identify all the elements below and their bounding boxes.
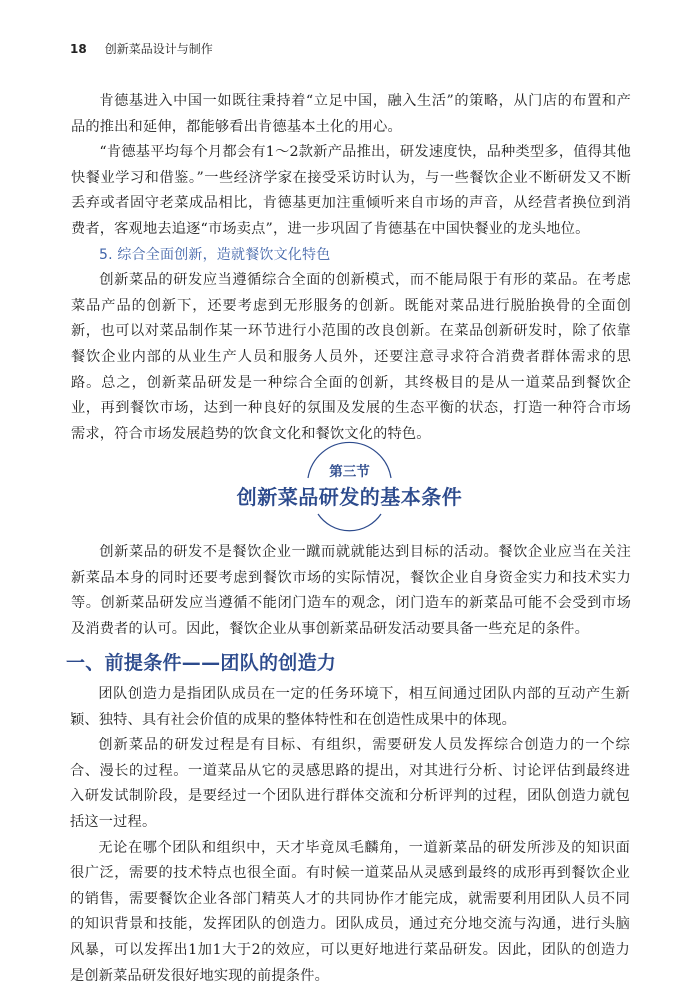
section-title: 创新菜品研发的基本条件 — [236, 485, 463, 509]
paragraph: 创新菜品的研发应当遵循综合全面的创新模式，而不能局限于有形的菜品。在考虑菜品产品的创新下，还要考虑到无形服务的创新。既能对菜品进行脱胎换骨的全面创新，也可以对菜品制作某一环节进行小范围的改良创新。在菜品创新研发时，除了依靠餐饮企业内部的从业生产人员和服务人员外，还要注意寻求符合消费者群体需求的思路。总之，创新菜品研发是一种综合全面的创新，其终极目的是从一道菜品到餐饮企业，再到餐饮市场，达到一种良好的氛围及发展的生态平衡的状态，打造一种符合市场需求，符合市场发展趋势的饮食文化和餐饮文化的特色。 — [71, 272, 631, 442]
heading-level-1: 一、前提条件——团队的创造力 — [66, 652, 337, 674]
section-label: 第三节 — [329, 464, 370, 480]
paragraph: 创新菜品的研发不是餐饮企业一蹴而就就能达到目标的活动。餐饮企业应当在关注新菜品本身的同时还要考虑到餐饮市场的实际情况，餐饮企业自身资金实力和技术实力等。创新菜品研发应当遵循不能闭门造车的观念，闭门造车的新菜品可能不会受到市场及消费者的认可。因此，餐饮企业从事创新菜品研发活动要具备一些充足的条件。 — [71, 544, 631, 637]
running-header — [70, 40, 213, 57]
paragraph: 创新菜品的研发过程是有目标、有组织，需要研发人员发挥综合创造力的一个综合、漫长的过程。一道菜品从它的灵感思路的提出，对其进行分析、讨论评估到最终进入研发试制阶段，是要经过一个团队进行群体交流和分析评判的过程，团队创造力就包括这一过程。 — [70, 737, 630, 830]
text-block-2 — [70, 682, 630, 989]
page-number: 18 — [70, 42, 87, 56]
intro-block — [71, 540, 631, 642]
paragraph: 肯德基进入中国一如既往秉持着“立足中国，融入生活”的策略，从门店的布置和产品的推出和延伸，都能够看出肯德基本土化的用心。 — [71, 93, 631, 135]
arc-bottom — [318, 514, 381, 531]
paragraph: “肯德基平均每个月都会有1～2款新产品推出，研发速度快，品种类型多，值得其他快餐业学习和借鉴。”一些经济学家在接受采访时认为，与一些餐饮企业不断研发又不断丢弃或者固守老菜成品相比，肯德基更加注重倾听来自市场的声音，从经营者换位到消费者，客观地去追逐“市场卖点”，进一步巩固了肯德基在中国快餐业的龙头地位。 — [71, 144, 631, 237]
paragraph: 无论在哪个团队和组织中，天才毕竟凤毛麟角，一道新菜品的研发所涉及的知识面很广泛，需要的技术特点也很全面。有时候一道菜品从灵感到最终的成形再到餐饮企业的销售，需要餐饮企业各部门精英人才的共同协作才能完成，就需要利用团队人员不同的知识背景和技能，发挥团队的创造力。团队成员，通过充分地交流与沟通，进行头脑风暴，可以发挥出1加1大于2的效应，可以更好地进行菜品研发。因此，团队的创造力是创新菜品研发很好地实现的前提条件。 — [70, 839, 630, 984]
paragraph: 团队创造力是指团队成员在一定的任务环境下，相互间通过团队内部的互动产生新颖、独特、具有社会价值的成果的整体特性和在创造性成果中的体现。 — [70, 686, 630, 728]
subheading: 5. 综合全面创新，造就餐饮文化特色 — [99, 246, 331, 263]
text-block-1 — [71, 89, 631, 447]
book-title: 创新菜品设计与制作 — [104, 42, 213, 56]
section-heading-block — [0, 440, 699, 540]
